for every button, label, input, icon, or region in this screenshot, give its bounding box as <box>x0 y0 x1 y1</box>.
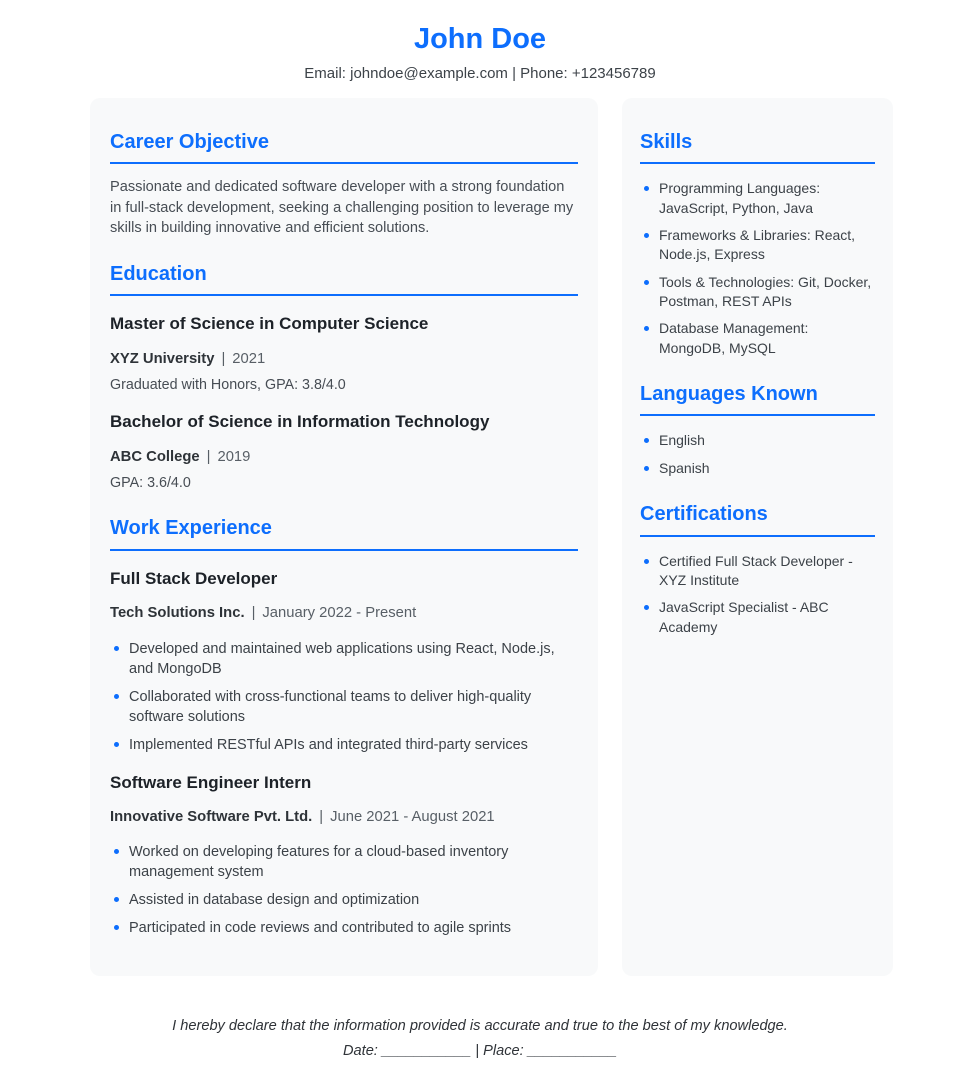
list-item: JavaScript Specialist - ABC Academy <box>640 598 875 637</box>
list-item: Tools & Technologies: Git, Docker, Postman, REST APIs <box>640 273 875 312</box>
certifications-list <box>640 552 875 637</box>
list-item: English <box>640 431 875 450</box>
graduation-year: 2021 <box>232 350 266 367</box>
section-education <box>110 263 578 493</box>
career-objective-heading: Career Objective <box>110 131 578 165</box>
graduation-year: 2019 <box>217 448 251 465</box>
education-note: Graduated with Honors, GPA: 3.8/4.0 <box>110 376 346 393</box>
work-item <box>110 772 578 938</box>
list-item: Participated in code reviews and contributed to agile sprints <box>110 918 578 938</box>
education-heading: Education <box>110 263 578 297</box>
company-name: Tech Solutions Inc. <box>110 605 245 622</box>
institution-name: ABC College <box>110 448 200 465</box>
work-experience-heading: Work Experience <box>110 517 578 551</box>
side-column <box>622 98 893 976</box>
section-languages <box>640 383 875 478</box>
page-title: John Doe <box>413 23 547 55</box>
education-note: GPA: 3.6/4.0 <box>110 474 191 491</box>
company-line <box>110 808 578 827</box>
list-item: Assisted in database design and optimization <box>110 890 578 910</box>
main-column <box>90 98 598 976</box>
job-title: Full Stack Developer <box>110 569 278 589</box>
separator-pipe: | <box>251 605 256 622</box>
degree-title: Bachelor of Science in Information Technology <box>110 412 490 432</box>
education-item <box>110 313 578 394</box>
section-skills <box>640 131 875 358</box>
company-line <box>110 604 578 623</box>
degree-title: Master of Science in Computer Science <box>110 314 429 334</box>
resume-footer <box>0 1018 960 1089</box>
section-certifications <box>640 503 875 637</box>
date-place-line: Date: ___________ | Place: ___________ <box>342 1043 617 1060</box>
employment-period: January 2022 - Present <box>262 605 417 622</box>
list-item: Certified Full Stack Developer - XYZ Institute <box>640 552 875 591</box>
institution-line <box>110 448 578 467</box>
contact-line: Email: johndoe@example.com | Phone: +123456789 <box>304 64 656 82</box>
list-item: Implemented RESTful APIs and integrated third-party services <box>110 735 578 755</box>
certifications-heading: Certifications <box>640 503 875 537</box>
career-objective-text: Passionate and dedicated software developer with a strong foundation in full-stack development, seeking a challenging position to leverage my skills in building innovative and efficient solutions. <box>110 179 574 236</box>
resume-body <box>90 98 893 976</box>
list-item: Spanish <box>640 459 875 478</box>
declaration-text: I hereby declare that the information provided is accurate and true to the best of my knowledge. <box>172 1018 788 1035</box>
list-item: Database Management: MongoDB, MySQL <box>640 319 875 358</box>
separator-pipe: | <box>319 808 324 825</box>
company-name: Innovative Software Pvt. Ltd. <box>110 808 313 825</box>
skills-list <box>640 179 875 358</box>
employment-period: June 2021 - August 2021 <box>330 808 495 825</box>
separator-pipe: | <box>206 448 211 465</box>
skills-heading: Skills <box>640 131 875 165</box>
institution-name: XYZ University <box>110 350 215 367</box>
job-bullet-list <box>110 639 578 755</box>
separator-pipe: | <box>221 350 226 367</box>
section-work-experience <box>110 517 578 938</box>
job-bullet-list <box>110 842 578 938</box>
list-item: Frameworks & Libraries: React, Node.js, Express <box>640 226 875 265</box>
institution-line <box>110 350 578 369</box>
resume-header <box>0 0 960 82</box>
section-career-objective <box>110 131 578 238</box>
list-item: Developed and maintained web applications using React, Node.js, and MongoDB <box>110 639 578 679</box>
list-item: Worked on developing features for a cloud-based inventory management system <box>110 842 578 882</box>
education-item <box>110 411 578 492</box>
list-item: Collaborated with cross-functional teams to deliver high-quality software solutions <box>110 687 578 727</box>
job-title: Software Engineer Intern <box>110 772 312 792</box>
languages-list <box>640 431 875 478</box>
list-item: Programming Languages: JavaScript, Python, Java <box>640 179 875 218</box>
work-item <box>110 568 578 754</box>
languages-heading: Languages Known <box>640 383 875 417</box>
